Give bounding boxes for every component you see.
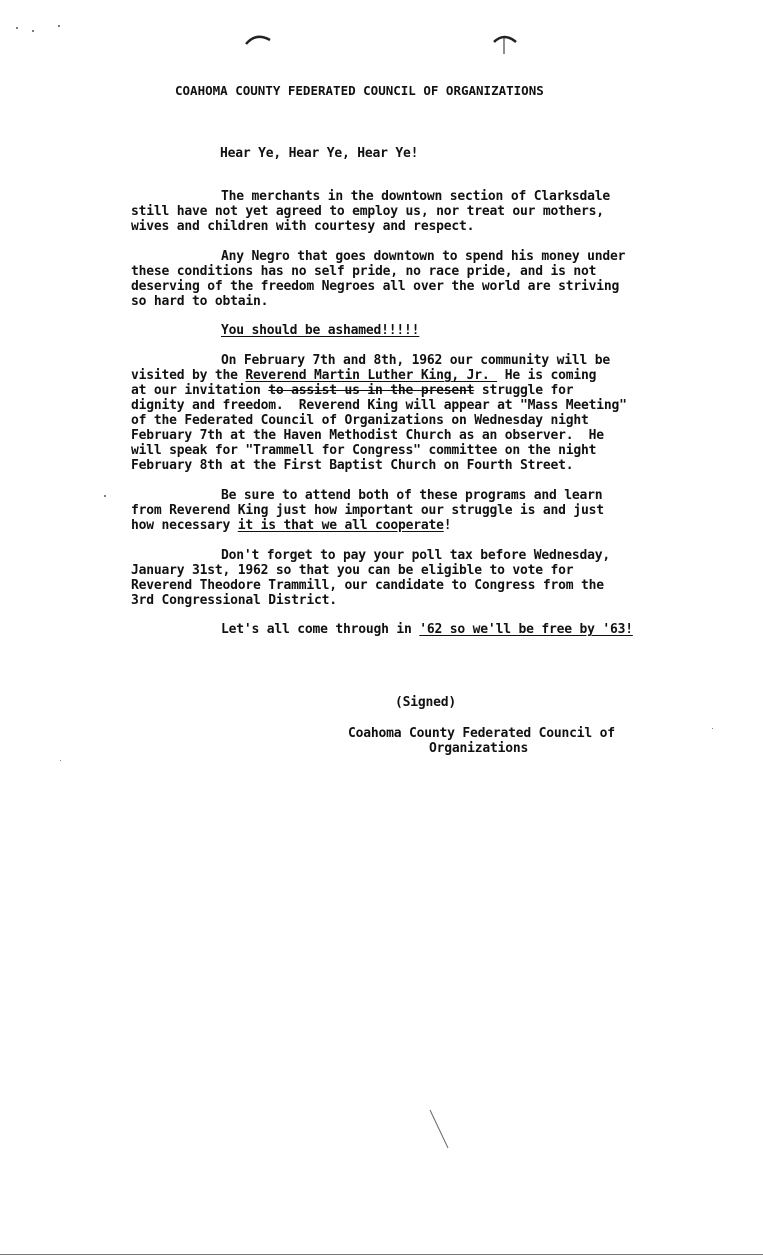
struck-text: to assist us in the present [268,383,475,398]
speck [58,25,60,27]
paragraph-4-line: On February 7th and 8th, 1962 our community will be [221,353,610,368]
salutation: Hear Ye, Hear Ye, Hear Ye! [220,146,419,161]
paragraph-6-line: Don't forget to pay your poll tax before Wednesday, [221,548,610,563]
text-span: struggle for [474,383,574,398]
paragraph-5-line [131,518,451,533]
paragraph-2-line: deserving of the freedom Negroes all over the world are striving [131,279,620,294]
ashamed-line: You should be ashamed!!!!! [221,323,420,338]
page-title: COAHOMA COUNTY FEDERATED COUNCIL OF ORGANIZATIONS [175,83,544,98]
stray-mark [428,1108,452,1152]
closing-line [221,622,633,637]
text-span: ! [443,518,452,533]
speck [16,27,18,29]
text-span: visited by the [131,368,246,383]
paragraph-2-line: these conditions has no self pride, no race pride, and is not [131,264,597,279]
text-span: how necessary [131,518,238,533]
paragraph-6-line: Reverend Theodore Trammill, our candidate to Congress from the [131,578,604,593]
text-span: at our invitation [131,383,269,398]
paragraph-2-line: so hard to obtain. [131,294,269,309]
paragraph-5-line: from Reverend King just how important our struggle is and just [131,503,604,518]
speck [32,30,34,32]
paragraph-1-line: wives and children with courtesy and respect. [131,219,475,234]
cooperate-phrase: it is that we all cooperate [237,518,444,533]
speck [60,760,61,761]
paragraph-1-line: The merchants in the downtown section of Clarksdale [221,189,610,204]
scan-mark-left [244,32,272,46]
speck [712,728,713,729]
paragraph-4-line: of the Federated Council of Organizations on Wednesday night [131,413,589,428]
paragraph-4-line: will speak for "Trammell for Congress" committee on the night [131,443,597,458]
signature-org-line: Coahoma County Federated Council of [348,726,615,741]
paragraph-4-line [131,383,573,398]
scan-mark-right [492,32,520,56]
scan-bottom-edge [0,1254,763,1255]
paragraph-4-line: February 7th at the Haven Methodist Church as an observer. He [131,428,604,443]
text-span: He is coming [497,368,597,383]
paragraph-4-line: dignity and freedom. Reverend King will appear at "Mass Meeting" [131,398,627,413]
paragraph-4-line [131,368,596,383]
paragraph-5-line: Be sure to attend both of these programs and learn [221,488,603,503]
reverend-king-name: Reverend Martin Luther King, Jr. [245,368,498,383]
paragraph-6-line: 3rd Congressional District. [131,593,337,608]
speck [104,495,106,497]
paragraph-1-line: still have not yet agreed to employ us, nor treat our mothers, [131,204,604,219]
signed-label: (Signed) [395,695,457,710]
paragraph-4-line: February 8th at the First Baptist Church on Fourth Street. [131,458,574,473]
text-span: Let's all come through in [221,622,420,637]
slogan-phrase: '62 so we'll be free by '63! [419,622,633,637]
paragraph-2-line: Any Negro that goes downtown to spend his money under [221,249,626,264]
paragraph-6-line: January 31st, 1962 so that you can be eligible to vote for [131,563,574,578]
signature-org-line: Organizations [429,741,529,756]
